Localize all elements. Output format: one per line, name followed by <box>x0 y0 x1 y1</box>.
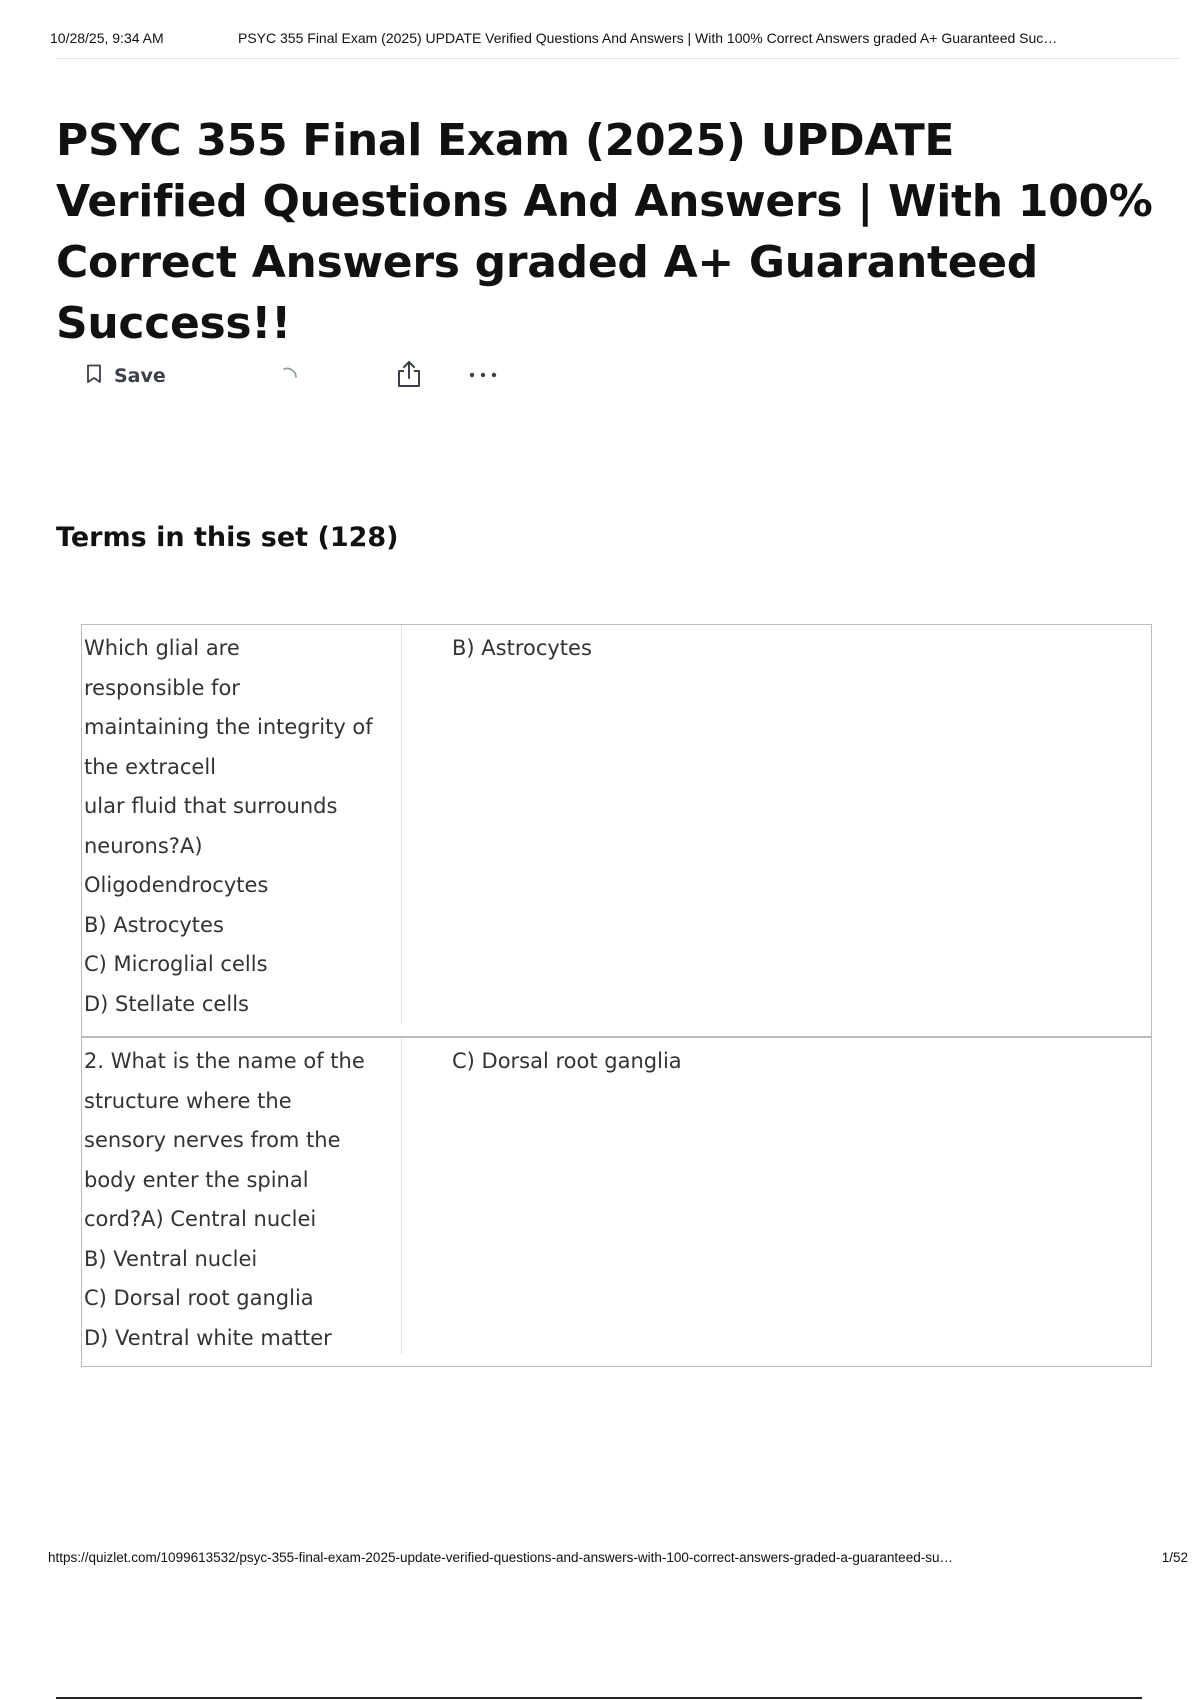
page-number: 1/52 <box>1161 1550 1188 1565</box>
term-line: B) Ventral nuclei <box>84 1246 258 1271</box>
definition-cell: B) Astrocytes <box>452 636 592 660</box>
term-line: C) Dorsal root ganglia <box>84 1286 314 1310</box>
term-line: B) Astrocytes <box>84 912 224 937</box>
term-line: C) Microglial cells <box>84 952 268 976</box>
terms-table <box>81 624 1152 1367</box>
term-cell <box>82 1038 402 1354</box>
term-row <box>82 625 1151 1036</box>
more-options-button[interactable] <box>468 358 498 394</box>
more-horizontal-icon <box>468 367 498 385</box>
term-line: ular fluid that surrounds <box>84 794 338 818</box>
definition-cell: C) Dorsal root ganglia <box>452 1049 682 1073</box>
page-url: https://quizlet.com/1099613532/psyc-355-final-exam-2025-update-verified-questions-and-answers-with-100-correct-answers-graded-a-guaranteed-su… <box>48 1550 953 1565</box>
term-line: Which glial are <box>84 636 240 660</box>
term-line: structure where the <box>84 1088 292 1113</box>
term-line: body enter the spinal <box>84 1167 309 1192</box>
term-line: the extracell <box>84 754 216 779</box>
page-bottom-divider <box>56 1697 1142 1699</box>
term-line: neurons?A) <box>84 833 203 858</box>
term-line: responsible for <box>84 675 240 700</box>
terms-heading: Terms in this set (128) <box>56 522 399 553</box>
term-line: Oligodendrocytes <box>84 873 269 897</box>
share-icon <box>396 359 422 394</box>
page-title: PSYC 355 Final Exam (2025) UPDATE Verified Questions And Answers | With 100% Correct Answers graded A+ Guaranteed Success!! <box>56 115 1153 349</box>
term-line: D) Ventral white matter <box>84 1325 332 1350</box>
set-toolbar <box>86 358 526 394</box>
share-button[interactable] <box>396 358 422 394</box>
term-line: maintaining the integrity of <box>84 715 373 739</box>
save-button[interactable] <box>86 358 166 394</box>
spinner-icon <box>276 358 300 394</box>
term-cell <box>82 625 402 1024</box>
term-line: 2. What is the name of the <box>84 1049 365 1073</box>
term-row <box>82 1036 1151 1366</box>
term-line: D) Stellate cells <box>84 991 249 1016</box>
print-doc-title: PSYC 355 Final Exam (2025) UPDATE Verified Questions And Answers | With 100% Correct Answers graded A+ Guaranteed Suc… <box>238 30 1058 46</box>
print-date: 10/28/25, 9:34 AM <box>50 30 164 46</box>
term-line: sensory nerves from the <box>84 1128 341 1152</box>
bookmark-icon <box>86 364 102 389</box>
term-line: cord?A) Central nuclei <box>84 1207 317 1231</box>
header-divider <box>56 58 1180 59</box>
save-label: Save <box>114 365 166 387</box>
